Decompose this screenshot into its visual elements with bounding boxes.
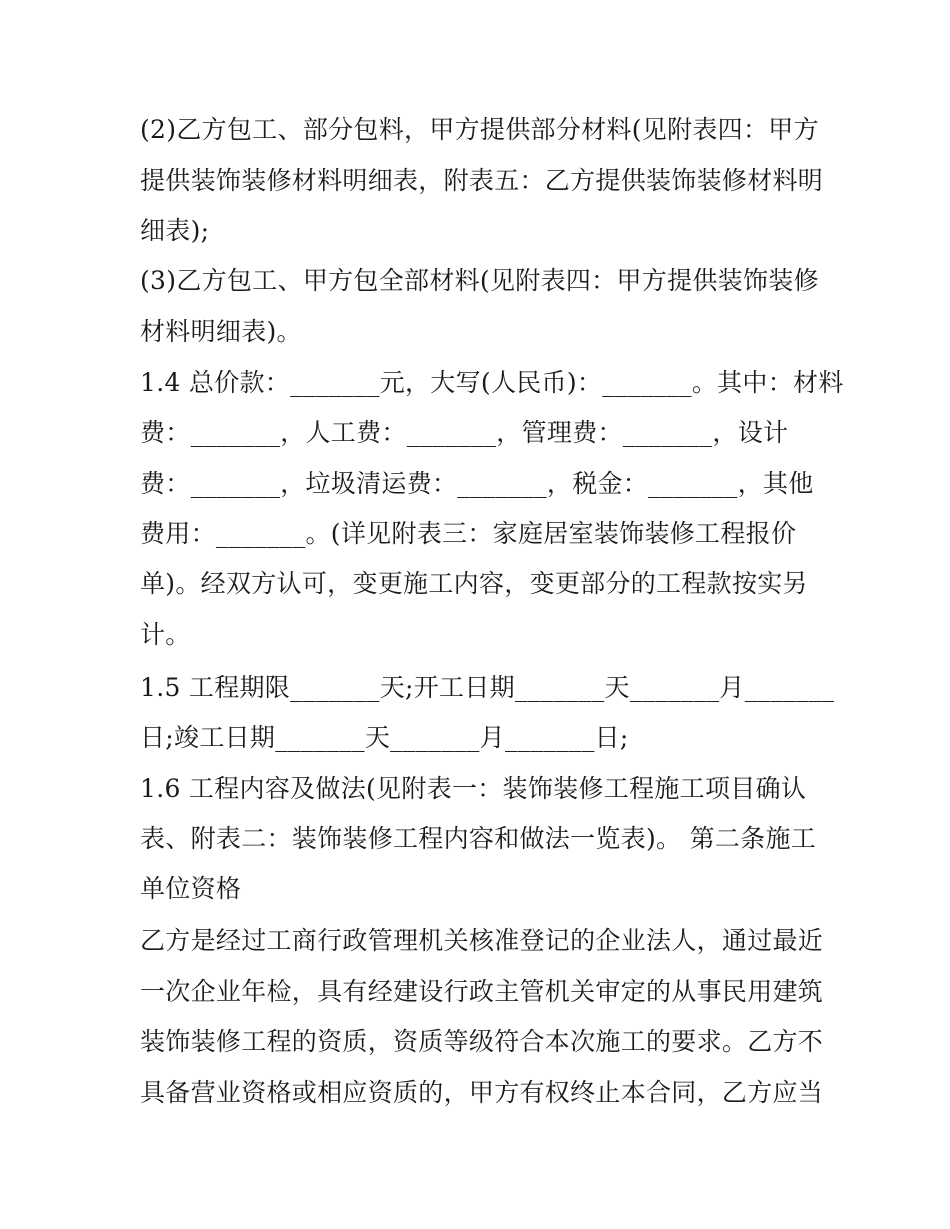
- text-line: 单)。经双方认可，变更施工内容，变更部分的工程款按实另: [140, 569, 808, 598]
- text-line: 费用：_______。(详见附表三：家庭居室装饰装修工程报价: [140, 519, 797, 548]
- text-line: 1.6 工程内容及做法(见附表一：装饰装修工程施工项目确认: [140, 774, 807, 803]
- text-line: 装饰装修工程的资质，资质等级符合本次施工的要求。乙方不: [140, 1027, 824, 1056]
- text-line: 提供装饰装修材料明细表，附表五：乙方提供装饰装修材料明: [140, 166, 824, 195]
- text-line: 一次企业年检，具有经建设行政主管机关审定的从事民用建筑: [140, 977, 824, 1006]
- text-line: 1.4 总价款：_______元，大写(人民币)：_______。其中：材料: [140, 368, 844, 397]
- text-line: 费：_______，人工费：_______，管理费：_______，设计: [140, 418, 789, 447]
- text-line: 表、附表二：装饰装修工程内容和做法一览表)。 第二条施工: [140, 824, 817, 853]
- text-line: 材料明细表)。: [140, 317, 302, 346]
- text-line: (3)乙方包工、甲方包全部材料(见附表四：甲方提供装饰装修: [140, 266, 819, 295]
- text-line: 具备营业资格或相应资质的，甲方有权终止本合同，乙方应当: [140, 1078, 824, 1107]
- text-line: 费：_______，垃圾清运费：_______，税金：_______，其他: [140, 469, 814, 498]
- text-line: (2)乙方包工、部分包料，甲方提供部分材料(见附表四：甲方: [140, 115, 819, 144]
- text-line: 乙方是经过工商行政管理机关核准登记的企业法人，通过最近: [140, 926, 824, 955]
- text-line: 单位资格: [140, 874, 242, 903]
- text-line: 日;竣工日期_______天_______月_______日;: [140, 723, 629, 752]
- text-line: 细表);: [140, 216, 210, 245]
- text-line: 1.5 工程期限_______天;开工日期_______天_______月_______: [140, 673, 835, 702]
- text-line: 计。: [140, 620, 191, 649]
